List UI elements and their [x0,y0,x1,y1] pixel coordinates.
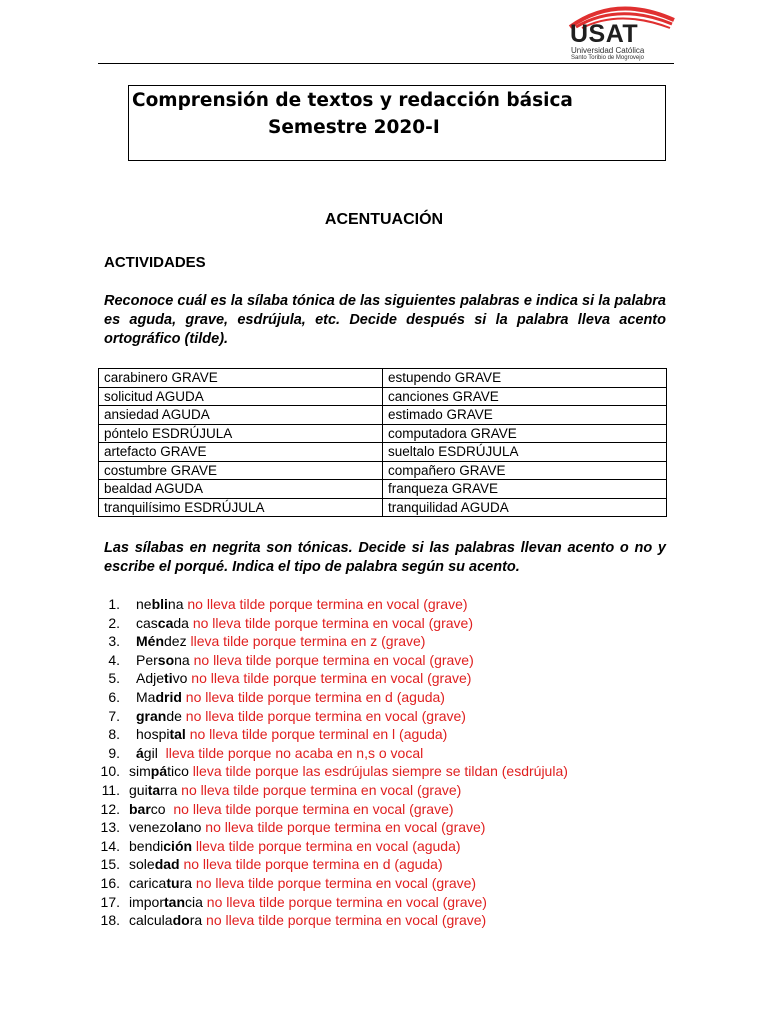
item-number: 10. [100,763,120,780]
item-answer: lleva tilde porque las esdrújulas siempre se tildan (esdrújula) [188,763,568,780]
table-cell-left: artefacto GRAVE [99,443,383,462]
item-answer: lleva tilde porque termina en vocal (aguda) [192,837,461,854]
table-row [99,406,667,425]
table-cell-left: solicitud AGUDA [99,387,383,406]
item-word [136,632,425,651]
word-post-syllables: co [150,800,166,817]
logo-wordmark: USAT [570,20,639,48]
item-word [136,614,473,633]
word-pre-syllables: sim [129,763,151,780]
table-row [99,369,667,388]
item-number: 11. [101,781,120,798]
table-row [99,461,667,480]
table-cell-right: computadora GRAVE [383,424,667,443]
table-cell-right: franqueza GRAVE [383,480,667,499]
item-answer: no lleva tilde porque termina en vocal (grave) [165,800,454,817]
word-post-syllables: ra [189,912,203,929]
item-word [136,669,471,688]
title-box [128,85,666,161]
item-number: 7. [108,707,120,724]
instruction-paragraph-1: Reconoce cuál es la sílaba tónica de las siguientes palabras e indica si la palabra es aguda, grave, esdrújula, etc. Decide después si la palabra lleva acento ortográfico (tilde). [104,293,666,347]
table-cell-right: sueltalo ESDRÚJULA [383,443,667,462]
word-tonic-syllable: tu [166,874,180,891]
table-cell-right: compañero GRAVE [383,461,667,480]
word-post-syllables: vo [172,670,188,687]
item-answer: lleva tilde porque termina en z (grave) [186,633,426,650]
table-cell-right: estupendo GRAVE [383,369,667,388]
word-tonic-syllable: ti [164,670,173,687]
word-tonic-syllable: bar [129,800,151,817]
word-tonic-syllable: Mén [136,633,164,650]
word-tonic-syllable: tal [169,726,186,743]
item-number: 6. [108,688,120,705]
item-number: 5. [108,670,120,687]
section-heading: ACENTUACIÓN [324,211,444,228]
item-answer: no lleva tilde porque termina en vocal (grave) [192,874,477,891]
item-answer: no lleva tilde porque termina en vocal (grave) [201,819,486,836]
table-cell-left: ansiedad AGUDA [99,406,383,425]
item-answer: no lleva tilde porque terminal en l (aguda) [185,726,448,743]
item-number: 14. [100,837,120,854]
word-classification-table [98,368,667,517]
word-post-syllables: de [166,707,182,724]
word-post-syllables: cia [185,893,203,910]
word-tonic-syllable: do [172,912,190,929]
item-word [129,762,568,781]
item-answer: no lleva tilde porque termina en vocal (grave) [183,596,468,612]
item-number: 4. [108,651,120,668]
item-word [129,837,461,856]
item-number: 3. [108,633,120,650]
word-tonic-syllable: bli [151,596,168,612]
word-post-syllables: na [174,651,190,668]
item-number: 13. [100,819,120,836]
word-pre-syllables: Ma [136,688,156,705]
item-number: 2. [108,614,120,631]
table-row [99,424,667,443]
word-pre-syllables: ne [136,596,152,612]
table-cell-left: tranquilísimo ESDRÚJULA [99,498,383,517]
course-title: Comprensión de textos y redacción básica [132,90,573,111]
item-word [136,725,447,744]
item-answer: no lleva tilde porque termina en vocal (grave) [202,912,487,929]
item-word [129,800,454,819]
header-divider [98,63,674,64]
table-cell-left: bealdad AGUDA [99,480,383,499]
word-pre-syllables: bendi [129,837,164,854]
item-answer: no lleva tilde porque termina en vocal (grave) [187,670,472,687]
word-tonic-syllable: la [174,819,186,836]
word-tonic-syllable: ción [163,837,193,854]
table-row [99,387,667,406]
item-number: 18. [100,912,120,929]
item-word [129,911,486,930]
item-answer: no lleva tilde porque termina en vocal (grave) [188,614,473,631]
word-pre-syllables: cas [136,614,158,631]
item-answer: no lleva tilde porque termina en d (aguda) [179,856,443,873]
word-pre-syllables: venezo [129,819,175,836]
word-post-syllables: gil [143,744,158,761]
word-tonic-syllable: á [136,744,144,761]
table-row [99,480,667,499]
item-word [136,688,445,707]
item-word [129,855,443,874]
word-tonic-syllable: tan [164,893,186,910]
word-post-syllables: dez [164,633,187,650]
word-tonic-syllable: gran [136,707,167,724]
item-word [136,651,474,670]
item-number: 9. [108,744,120,761]
item-answer: no lleva tilde porque termina en vocal (grave) [189,651,474,668]
word-post-syllables: tico [167,763,189,780]
item-word [136,744,423,763]
item-word [129,893,487,912]
semester-title: Semestre 2020-I [268,117,440,138]
table-cell-right: tranquilidad AGUDA [383,498,667,517]
word-pre-syllables: Adje [136,670,165,687]
word-post-syllables: ra [179,874,193,891]
item-word [129,781,461,800]
word-post-syllables: rra [160,781,178,798]
table-cell-right: canciones GRAVE [383,387,667,406]
word-tonic-syllable: pá [150,763,168,780]
item-answer: lleva tilde porque no acaba en n,s o vocal [157,744,424,761]
item-answer: no lleva tilde porque termina en vocal (grave) [181,707,466,724]
logo-university-name: Universidad Católica [571,46,645,55]
word-post-syllables: no [185,819,202,836]
table-row [99,443,667,462]
word-post-syllables: na [167,596,184,612]
usat-logo [566,0,676,64]
word-pre-syllables: Per [136,651,158,668]
item-number: 15. [100,856,120,873]
word-tonic-syllable: ca [157,614,174,631]
item-word [136,707,466,726]
item-number: 17. [100,893,120,910]
item-number: 12. [100,800,120,817]
table-row [99,498,667,517]
item-answer: no lleva tilde porque termina en vocal (grave) [177,781,462,798]
item-word [129,874,476,893]
item-number: 8. [108,726,120,743]
word-pre-syllables: sole [129,856,155,873]
word-tonic-syllable: ta [147,781,161,798]
word-tonic-syllable: so [157,651,175,668]
word-pre-syllables: hospi [136,726,170,743]
table-cell-left: carabinero GRAVE [99,369,383,388]
table-cell-right: estimado GRAVE [383,406,667,425]
table-cell-left: costumbre GRAVE [99,461,383,480]
table-cell-left: póntelo ESDRÚJULA [99,424,383,443]
item-number: 1. [108,596,120,612]
item-answer: no lleva tilde porque termina en vocal (grave) [202,893,487,910]
item-word [136,595,468,614]
word-pre-syllables: carica [129,874,167,891]
item-number: 16. [100,874,120,891]
word-pre-syllables: gui [129,781,148,798]
item-answer: no lleva tilde porque termina en d (aguda) [181,688,445,705]
instruction-paragraph-2: Las sílabas en negrita son tónicas. Decide si las palabras llevan acento o no y escribe el porqué. Indica el tipo de palabra según su acento. [104,540,666,575]
word-post-syllables: da [173,614,189,631]
word-pre-syllables: calcula [129,912,173,929]
activities-heading: ACTIVIDADES [104,254,206,271]
logo-university-subtitle: Santo Toribio de Mogrovejo [571,55,644,61]
word-pre-syllables: impor [129,893,165,910]
word-tonic-syllable: dad [154,856,180,873]
word-tonic-syllable: drid [155,688,182,705]
item-word [129,818,485,837]
